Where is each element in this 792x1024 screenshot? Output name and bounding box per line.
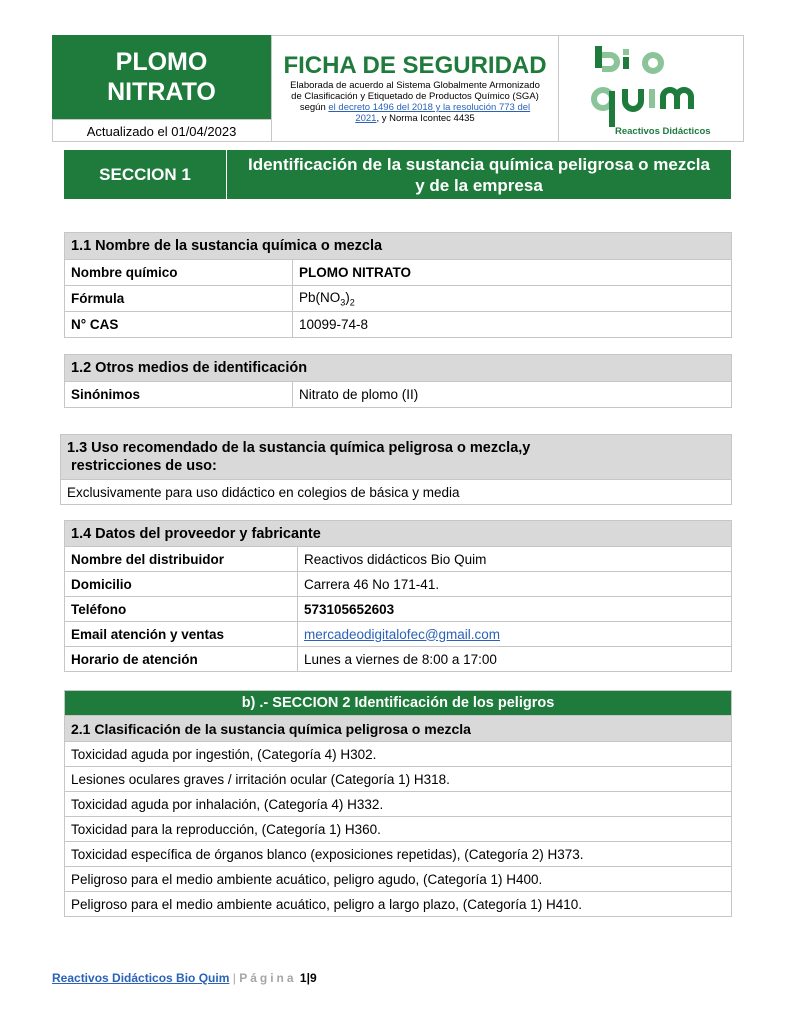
- formula-value: $Pb(NO_3)_2$: [293, 286, 732, 312]
- row-label: Nombre químico: [65, 260, 293, 286]
- heading-line1: 1.3 Uso recomendado de la sustancia química peligrosa o mezcla,y: [67, 440, 531, 456]
- table-row: [65, 382, 732, 408]
- list-item: Toxicidad aguda por ingestión, (Categoría 4) H302.: [65, 742, 732, 767]
- footer-company-link[interactable]: Reactivos Didácticos Bio Quim: [52, 971, 230, 985]
- list-item: Toxicidad para la reproducción, (Categoría 1) H360.: [65, 817, 732, 842]
- updated-date: Actualizado el 01/04/2023: [52, 119, 271, 142]
- table-row: [65, 260, 732, 286]
- table-heading: 1.4 Datos del proveedor y fabricante: [65, 521, 732, 547]
- logo-i2: [649, 89, 655, 108]
- row-value: Exclusivamente para uso didáctico en colegios de básica y media: [61, 480, 732, 505]
- section2-title: b) .- SECCION 2 Identificación de los peligros: [65, 691, 732, 716]
- table-heading: 1.1 Nombre de la sustancia química o mezcla: [65, 233, 732, 260]
- footer-separator: |: [232, 971, 236, 985]
- table-row: [65, 647, 732, 672]
- row-label: Email atención y ventas: [65, 622, 298, 647]
- subtitle-post: , y Norma Icontec 4435: [376, 113, 475, 124]
- document-subtitle: [276, 80, 554, 124]
- list-item: Lesiones oculares graves / irritación ocular (Categoría 1) H318.: [65, 767, 732, 792]
- row-value: Lunes a viernes de 8:00 a 17:00: [298, 647, 732, 672]
- table-row: [65, 572, 732, 597]
- table-row: [61, 480, 732, 505]
- subtitle-line2: de Clasificación y Etiquetado de Productos Químico (SGA): [291, 91, 539, 102]
- table-heading: 2.1 Clasificación de la sustancia química peligrosa o mezcla: [65, 716, 732, 742]
- table-section2: [64, 690, 732, 917]
- table-heading: 1.2 Otros medios de identificación: [65, 355, 732, 382]
- table-1-4: [64, 520, 732, 672]
- logo-q-stem: [609, 91, 615, 127]
- logo-i-dot: [623, 49, 629, 55]
- decree-link-year[interactable]: 2021: [355, 113, 377, 124]
- row-label: Horario de atención: [65, 647, 298, 672]
- product-name-line2: NITRATO: [107, 78, 216, 106]
- heading-line2: restricciones de uso:: [71, 458, 217, 474]
- row-value: [298, 622, 732, 647]
- table-1-2: [64, 354, 732, 408]
- logo-caption: Reactivos Didácticos: [615, 126, 711, 137]
- row-label: Nombre del distribuidor: [65, 547, 298, 572]
- list-item: Toxicidad específica de órganos blanco (exposiciones repetidas), (Categoría 2) H373.: [65, 842, 732, 867]
- table-row: [65, 622, 732, 647]
- row-value: 10099-74-8: [293, 312, 732, 338]
- list-item: Peligroso para el medio ambiente acuático, peligro agudo, (Categoría 1) H400.: [65, 867, 732, 892]
- section1-label: SECCION 1: [99, 164, 191, 184]
- product-name-box: [52, 35, 271, 119]
- email-link[interactable]: mercadeodigitalofec@gmail.com: [304, 626, 501, 642]
- footer-page-number: 1: [299, 971, 307, 985]
- row-label: Sinónimos: [65, 382, 293, 408]
- bioquim-logo: [583, 43, 723, 138]
- logo-b-stem: [595, 46, 602, 68]
- list-item: Toxicidad aguda por inhalación, (Categoría 4) H332.: [65, 792, 732, 817]
- section1-title-line2: y de la empresa: [415, 175, 543, 195]
- subtitle-pre: según: [299, 102, 329, 113]
- row-value: Carrera 46 No 171-41.: [298, 572, 732, 597]
- row-value: Nitrato de plomo (II): [293, 382, 732, 408]
- table-row: [65, 597, 732, 622]
- logo-u: [625, 89, 641, 109]
- table-1-3: [60, 434, 732, 505]
- row-label: Teléfono: [65, 597, 298, 622]
- section1-title: [227, 150, 731, 199]
- subtitle-line1: Elaborada de acuerdo al Sistema Globalmente Armonizado: [290, 80, 540, 91]
- product-name-line1: PLOMO: [115, 48, 208, 76]
- footer-page-separator: |: [306, 971, 310, 985]
- row-value: PLOMO NITRATO: [293, 260, 732, 286]
- logo-m: [663, 90, 691, 109]
- document-title: FICHA DE SEGURIDAD: [283, 52, 547, 79]
- table-row: [65, 312, 732, 338]
- table-row: [65, 286, 732, 312]
- row-label: Fórmula: [65, 286, 293, 312]
- list-item: Peligroso para el medio ambiente acuático, peligro a largo plazo, (Categoría 1) H410.: [65, 892, 732, 917]
- logo-b-bowl: [602, 55, 617, 69]
- section1-title-line1: Identificación de la sustancia química peligrosa o mezcla: [248, 154, 710, 174]
- logo-i-stem: [623, 57, 629, 69]
- table-1-1: [64, 232, 732, 338]
- decree-link[interactable]: el decreto 1496 del 2018 y la resolución 773 del: [328, 102, 531, 113]
- table-row: [65, 547, 732, 572]
- footer-page-total: 9: [309, 971, 317, 985]
- row-value: Reactivos didácticos Bio Quim: [298, 547, 732, 572]
- header-divider: [558, 35, 559, 142]
- row-label: N° CAS: [65, 312, 293, 338]
- footer: [52, 971, 317, 985]
- row-label: Domicilio: [65, 572, 298, 597]
- footer-page-label: Página: [239, 971, 297, 985]
- logo-o: [645, 55, 661, 71]
- row-value: 573105652603: [298, 597, 732, 622]
- table-heading: [61, 435, 732, 480]
